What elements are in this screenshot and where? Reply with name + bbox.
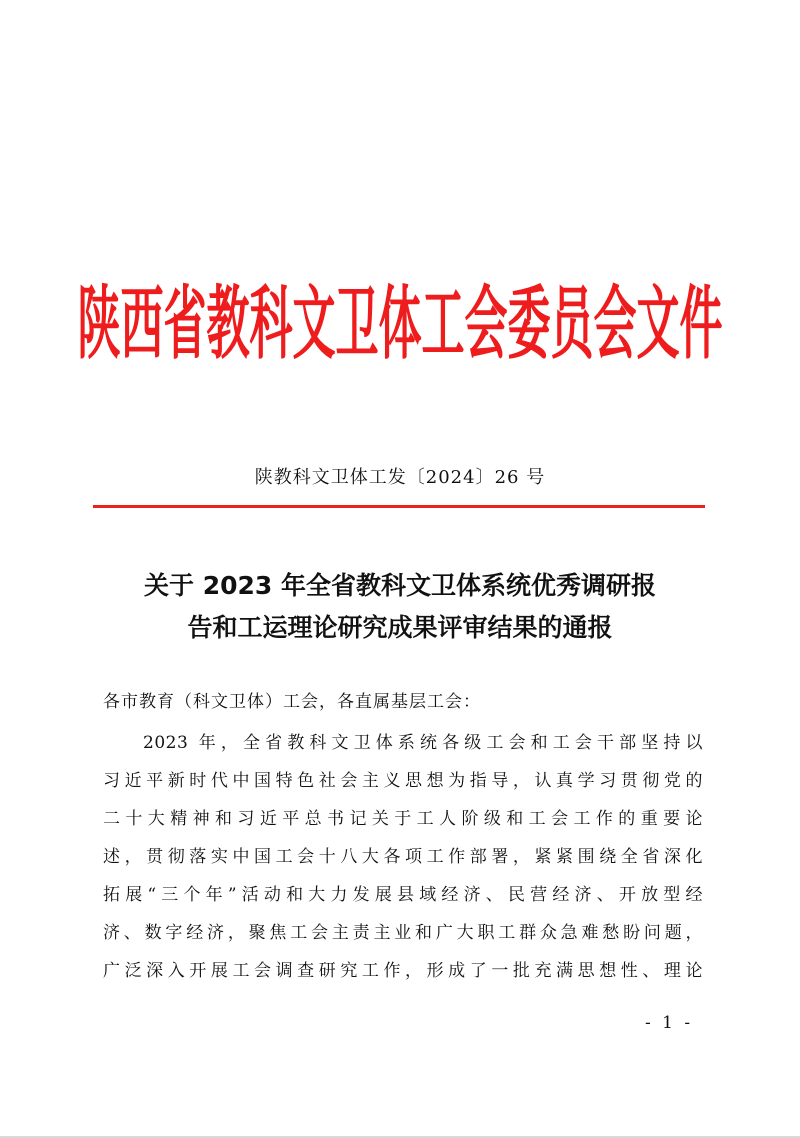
body-line: 2023 年，全省教科文卫体系统各级工会和工会干部坚持以 — [143, 733, 703, 753]
body-line: 习近平新时代中国特色社会主义思想为指导，认真学习贯彻党的 — [103, 771, 703, 791]
body-line: 济、数字经济，聚焦工会主责主业和广大职工群众急难愁盼问题， — [103, 923, 703, 943]
title-line-2: 告和工运理论研究成果评审结果的通报 — [187, 613, 613, 642]
page-number: - 1 - — [645, 1013, 694, 1033]
body-line: 述，贯彻落实中国工会十八大各项工作部署，紧紧围绕全省深化 — [103, 847, 703, 867]
salutation: 各市教育（科文卫体）工会，各直属基层工会： — [103, 692, 481, 712]
red-divider-line — [93, 505, 705, 508]
document-masthead: 陕西省教科文卫体工会委员会文件 — [77, 278, 723, 372]
body-line: 二十大精神和习近平总书记关于工人阶级和工会工作的重要论 — [103, 809, 703, 829]
document-title — [90, 565, 710, 649]
title-line-1: 关于 2023 年全省教科文卫体系统优秀调研报 — [144, 571, 656, 600]
body-line: 广泛深入开展工会调查研究工作，形成了一批充满思想性、理论 — [103, 961, 703, 981]
body-line: 拓展“三个年”活动和大力发展县域经济、民营经济、开放型经 — [103, 885, 703, 905]
body-text — [103, 724, 703, 990]
document-number: 陕教科文卫体工发〔2024〕26 号 — [254, 467, 546, 488]
